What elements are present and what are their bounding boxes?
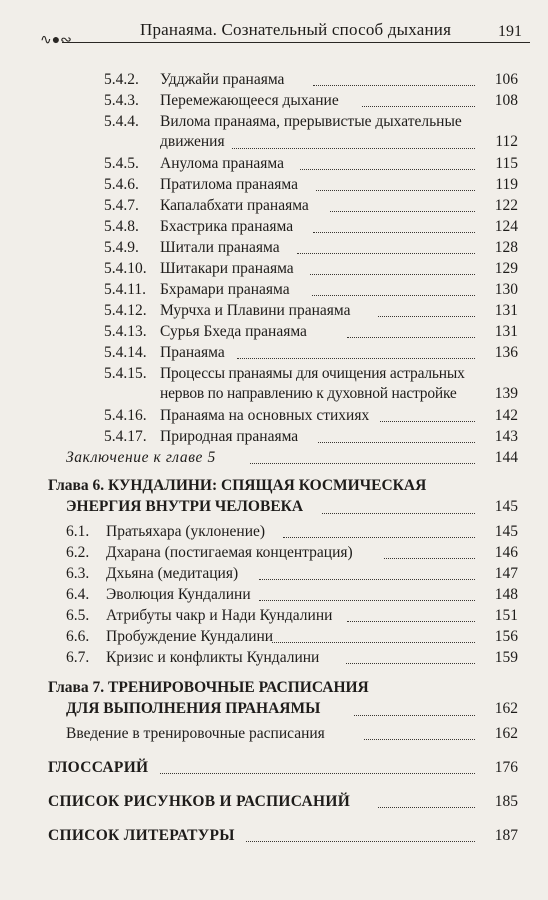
toc-leader (160, 773, 475, 774)
toc-entry-page: 128 (494, 239, 518, 256)
toc-entry-number: 5.4.9. (104, 239, 139, 256)
running-header (40, 10, 530, 46)
toc-entry-number: 5.4.12. (104, 302, 147, 319)
toc-entry-page: 143 (494, 428, 518, 445)
toc-entry-page: 112 (495, 133, 518, 150)
toc-entry-page: 108 (494, 92, 518, 109)
toc-leader (246, 841, 475, 842)
toc-leader (347, 621, 475, 622)
toc-entry-page: 119 (495, 176, 518, 193)
toc-entry[interactable] (0, 606, 548, 626)
toc-entry-page: 131 (494, 323, 518, 340)
toc-entry-title: Перемежающееся дыхание (160, 92, 339, 109)
toc-entry-page: 129 (494, 260, 518, 277)
toc-entry-title-continued: нервов по направлению к духовной настройке (160, 385, 457, 402)
toc-entry-page: 151 (494, 607, 518, 624)
toc-leader (232, 148, 475, 149)
toc-entry[interactable] (0, 627, 548, 647)
toc-leader (297, 253, 475, 254)
toc-entry-title: Пробуждение Кундалини (106, 628, 274, 645)
toc-entry[interactable] (0, 259, 548, 279)
toc-leader (362, 106, 475, 107)
toc-entry-number: 5.4.15. (104, 365, 147, 382)
toc-chapter-title: Глава 7. ТРЕНИРОВОЧНЫЕ РАСПИСАНИЯ (48, 679, 369, 696)
toc-entry[interactable] (0, 585, 548, 605)
toc-entry-page: 176 (494, 759, 518, 776)
toc-entry-page: 162 (494, 725, 518, 742)
toc-leader (322, 513, 475, 514)
toc-entry-number: 5.4.17. (104, 428, 147, 445)
toc-section-entry[interactable] (0, 792, 548, 812)
toc-entry-number: 5.4.5. (104, 155, 139, 172)
toc-entry-number: 5.4.6. (104, 176, 139, 193)
toc-entry-title: Пратилома пранаяма (160, 176, 298, 193)
toc-leader (259, 579, 475, 580)
toc-entry-title: Бхрамари пранаяма (160, 281, 290, 298)
toc-leader (312, 295, 475, 296)
toc-section-entry[interactable] (0, 758, 548, 778)
toc-entry-number: 6.4. (66, 586, 90, 603)
toc-leader (354, 715, 475, 716)
toc-entry-page: 124 (494, 218, 518, 235)
page-number: 191 (498, 23, 522, 40)
toc-leader (364, 739, 475, 740)
toc-entry-page: 131 (494, 302, 518, 319)
toc-entry-page: 146 (494, 544, 518, 561)
toc-entry[interactable] (0, 522, 548, 542)
toc-entry-number: 6.3. (66, 565, 90, 582)
toc-entry-number: 5.4.13. (104, 323, 147, 340)
toc-entry-page: 139 (494, 385, 518, 402)
toc-section-title: СПИСОК РИСУНКОВ И РАСПИСАНИЙ (48, 793, 351, 810)
ornament-icon: ∿●∾ (40, 33, 72, 48)
toc-entry-number: 6.7. (66, 649, 90, 666)
toc-leader (378, 807, 475, 808)
toc-entry-page: 144 (494, 449, 518, 466)
toc-chapter-title-continued: ДЛЯ ВЫПОЛНЕНИЯ ПРАНАЯМЫ (66, 700, 321, 717)
header-rule (62, 42, 530, 43)
toc-leader (237, 358, 475, 359)
toc-leader (330, 211, 475, 212)
toc-section-entry[interactable] (0, 826, 548, 846)
toc-entry-page: 156 (494, 628, 518, 645)
toc-entry-page: 162 (494, 700, 518, 717)
toc-entry[interactable] (0, 724, 548, 744)
toc-entry-page: 187 (494, 827, 518, 844)
toc-leader (310, 274, 475, 275)
toc-entry[interactable] (0, 648, 548, 668)
toc-entry-title: Природная пранаяма (160, 428, 299, 445)
toc-entry-number: 5.4.7. (104, 197, 139, 214)
toc-entry-page: 147 (494, 565, 518, 582)
toc-chapter-title: Глава 6. КУНДАЛИНИ: СПЯЩАЯ КОСМИЧЕСКАЯ (48, 477, 427, 494)
toc-entry-title: Удджайи пранаяма (160, 71, 285, 88)
toc-entry-page: 122 (494, 197, 518, 214)
toc-chapter-title-continued: ЭНЕРГИЯ ВНУТРИ ЧЕЛОВЕКА (66, 498, 304, 515)
toc-entry-number: 6.1. (66, 523, 90, 540)
toc-entry[interactable] (0, 406, 548, 426)
toc-leader (380, 421, 475, 422)
toc-entry-number: 5.4.16. (104, 407, 147, 424)
toc-entry-title: Анулома пранаяма (160, 155, 285, 172)
toc-entry-title: Шитали пранаяма (160, 239, 280, 256)
toc-entry-page: 115 (495, 155, 518, 172)
toc-entry-title: Вилома пранаяма, прерывистые дыхательные (160, 113, 462, 130)
toc-entry-number: 5.4.8. (104, 218, 139, 235)
toc-chapter-entry[interactable] (0, 476, 548, 518)
toc-leader (272, 642, 475, 643)
toc-leader (300, 169, 475, 170)
toc-entry-page: 142 (494, 407, 518, 424)
toc-entry-number: 6.6. (66, 628, 90, 645)
toc-entry[interactable] (0, 217, 548, 237)
toc-entry-title: Кризис и конфликты Кундалини (106, 649, 320, 666)
toc-section-title: СПИСОК ЛИТЕРАТУРЫ (48, 827, 235, 844)
toc-entry-title: Атрибуты чакр и Нади Кундалини (106, 607, 333, 624)
toc-entry-number: 6.2. (66, 544, 90, 561)
toc-leader (313, 232, 475, 233)
toc-entry[interactable] (0, 280, 548, 300)
toc-entry-title: Заключение к главе 5 (66, 449, 216, 466)
toc-entry-number: 5.4.11. (104, 281, 147, 298)
toc-entry-title: Введение в тренировочные расписания (66, 725, 325, 742)
toc-entry[interactable] (0, 448, 548, 468)
toc-entry[interactable] (0, 564, 548, 584)
toc-entry-title: Дхарана (постигаемая концентрация) (106, 544, 353, 561)
toc-leader (250, 463, 475, 464)
toc-entry[interactable] (0, 112, 548, 153)
toc-entry-title: Пранаяма (160, 344, 225, 361)
toc-entry-number: 5.4.3. (104, 92, 139, 109)
toc-entry[interactable] (0, 322, 548, 342)
toc-leader (384, 558, 475, 559)
toc-entry-title-continued: движения (160, 133, 225, 150)
toc-entry[interactable] (0, 543, 548, 563)
toc-chapter-entry[interactable] (0, 678, 548, 720)
toc-entry-title: Пратьяхара (уклонение) (106, 523, 266, 540)
toc-entry-title: Бхастрика пранаяма (160, 218, 294, 235)
toc-leader (318, 442, 475, 443)
toc-leader (316, 190, 475, 191)
running-title: Пранаяма. Сознательный способ дыхания (140, 20, 452, 39)
toc-entry[interactable] (0, 238, 548, 258)
toc-entry[interactable] (0, 343, 548, 363)
toc-entry-page: 159 (494, 649, 518, 666)
toc-entry-page: 145 (494, 498, 518, 515)
toc-entry[interactable] (0, 427, 548, 447)
toc-leader (346, 663, 475, 664)
toc-leader (313, 85, 475, 86)
toc-leader (347, 337, 475, 338)
toc-entry[interactable] (0, 196, 548, 216)
toc-entry-page: 130 (494, 281, 518, 298)
toc-entry-number: 5.4.10. (104, 260, 147, 277)
toc-entry-number: 5.4.4. (104, 113, 139, 130)
toc-entry[interactable] (0, 175, 548, 195)
toc-leader (283, 537, 475, 538)
toc-entry-number: 5.4.14. (104, 344, 147, 361)
toc-entry-title: Сурья Бхеда пранаяма (160, 323, 307, 340)
toc-entry-page: 145 (494, 523, 518, 540)
toc-entry-title: Мурчха и Плавини пранаяма (160, 302, 351, 319)
toc-entry-number: 6.5. (66, 607, 90, 624)
toc-entry[interactable] (0, 91, 548, 111)
toc-entry-number: 5.4.2. (104, 71, 139, 88)
toc-leader (378, 316, 475, 317)
toc-entry-title: Пранаяма на основных стихиях (160, 407, 370, 424)
toc-entry[interactable] (0, 364, 548, 405)
toc-entry-page: 148 (494, 586, 518, 603)
toc-entry-title: Шитакари пранаяма (160, 260, 294, 277)
toc-entry[interactable] (0, 154, 548, 174)
toc-section-title: ГЛОССАРИЙ (48, 759, 149, 776)
toc-entry-page: 185 (494, 793, 518, 810)
toc-entry-page: 136 (494, 344, 518, 361)
toc-entry[interactable] (0, 70, 548, 90)
toc-entry-page: 106 (494, 71, 518, 88)
toc-entry-title: Капалабхати пранаяма (160, 197, 309, 214)
toc-entry-title: Дхьяна (медитация) (106, 565, 239, 582)
toc-entry-title: Процессы пранаямы для очищения астральных (160, 365, 465, 382)
toc-leader (259, 600, 475, 601)
toc-entry[interactable] (0, 301, 548, 321)
toc-entry-title: Эволюция Кундалини (106, 586, 251, 603)
